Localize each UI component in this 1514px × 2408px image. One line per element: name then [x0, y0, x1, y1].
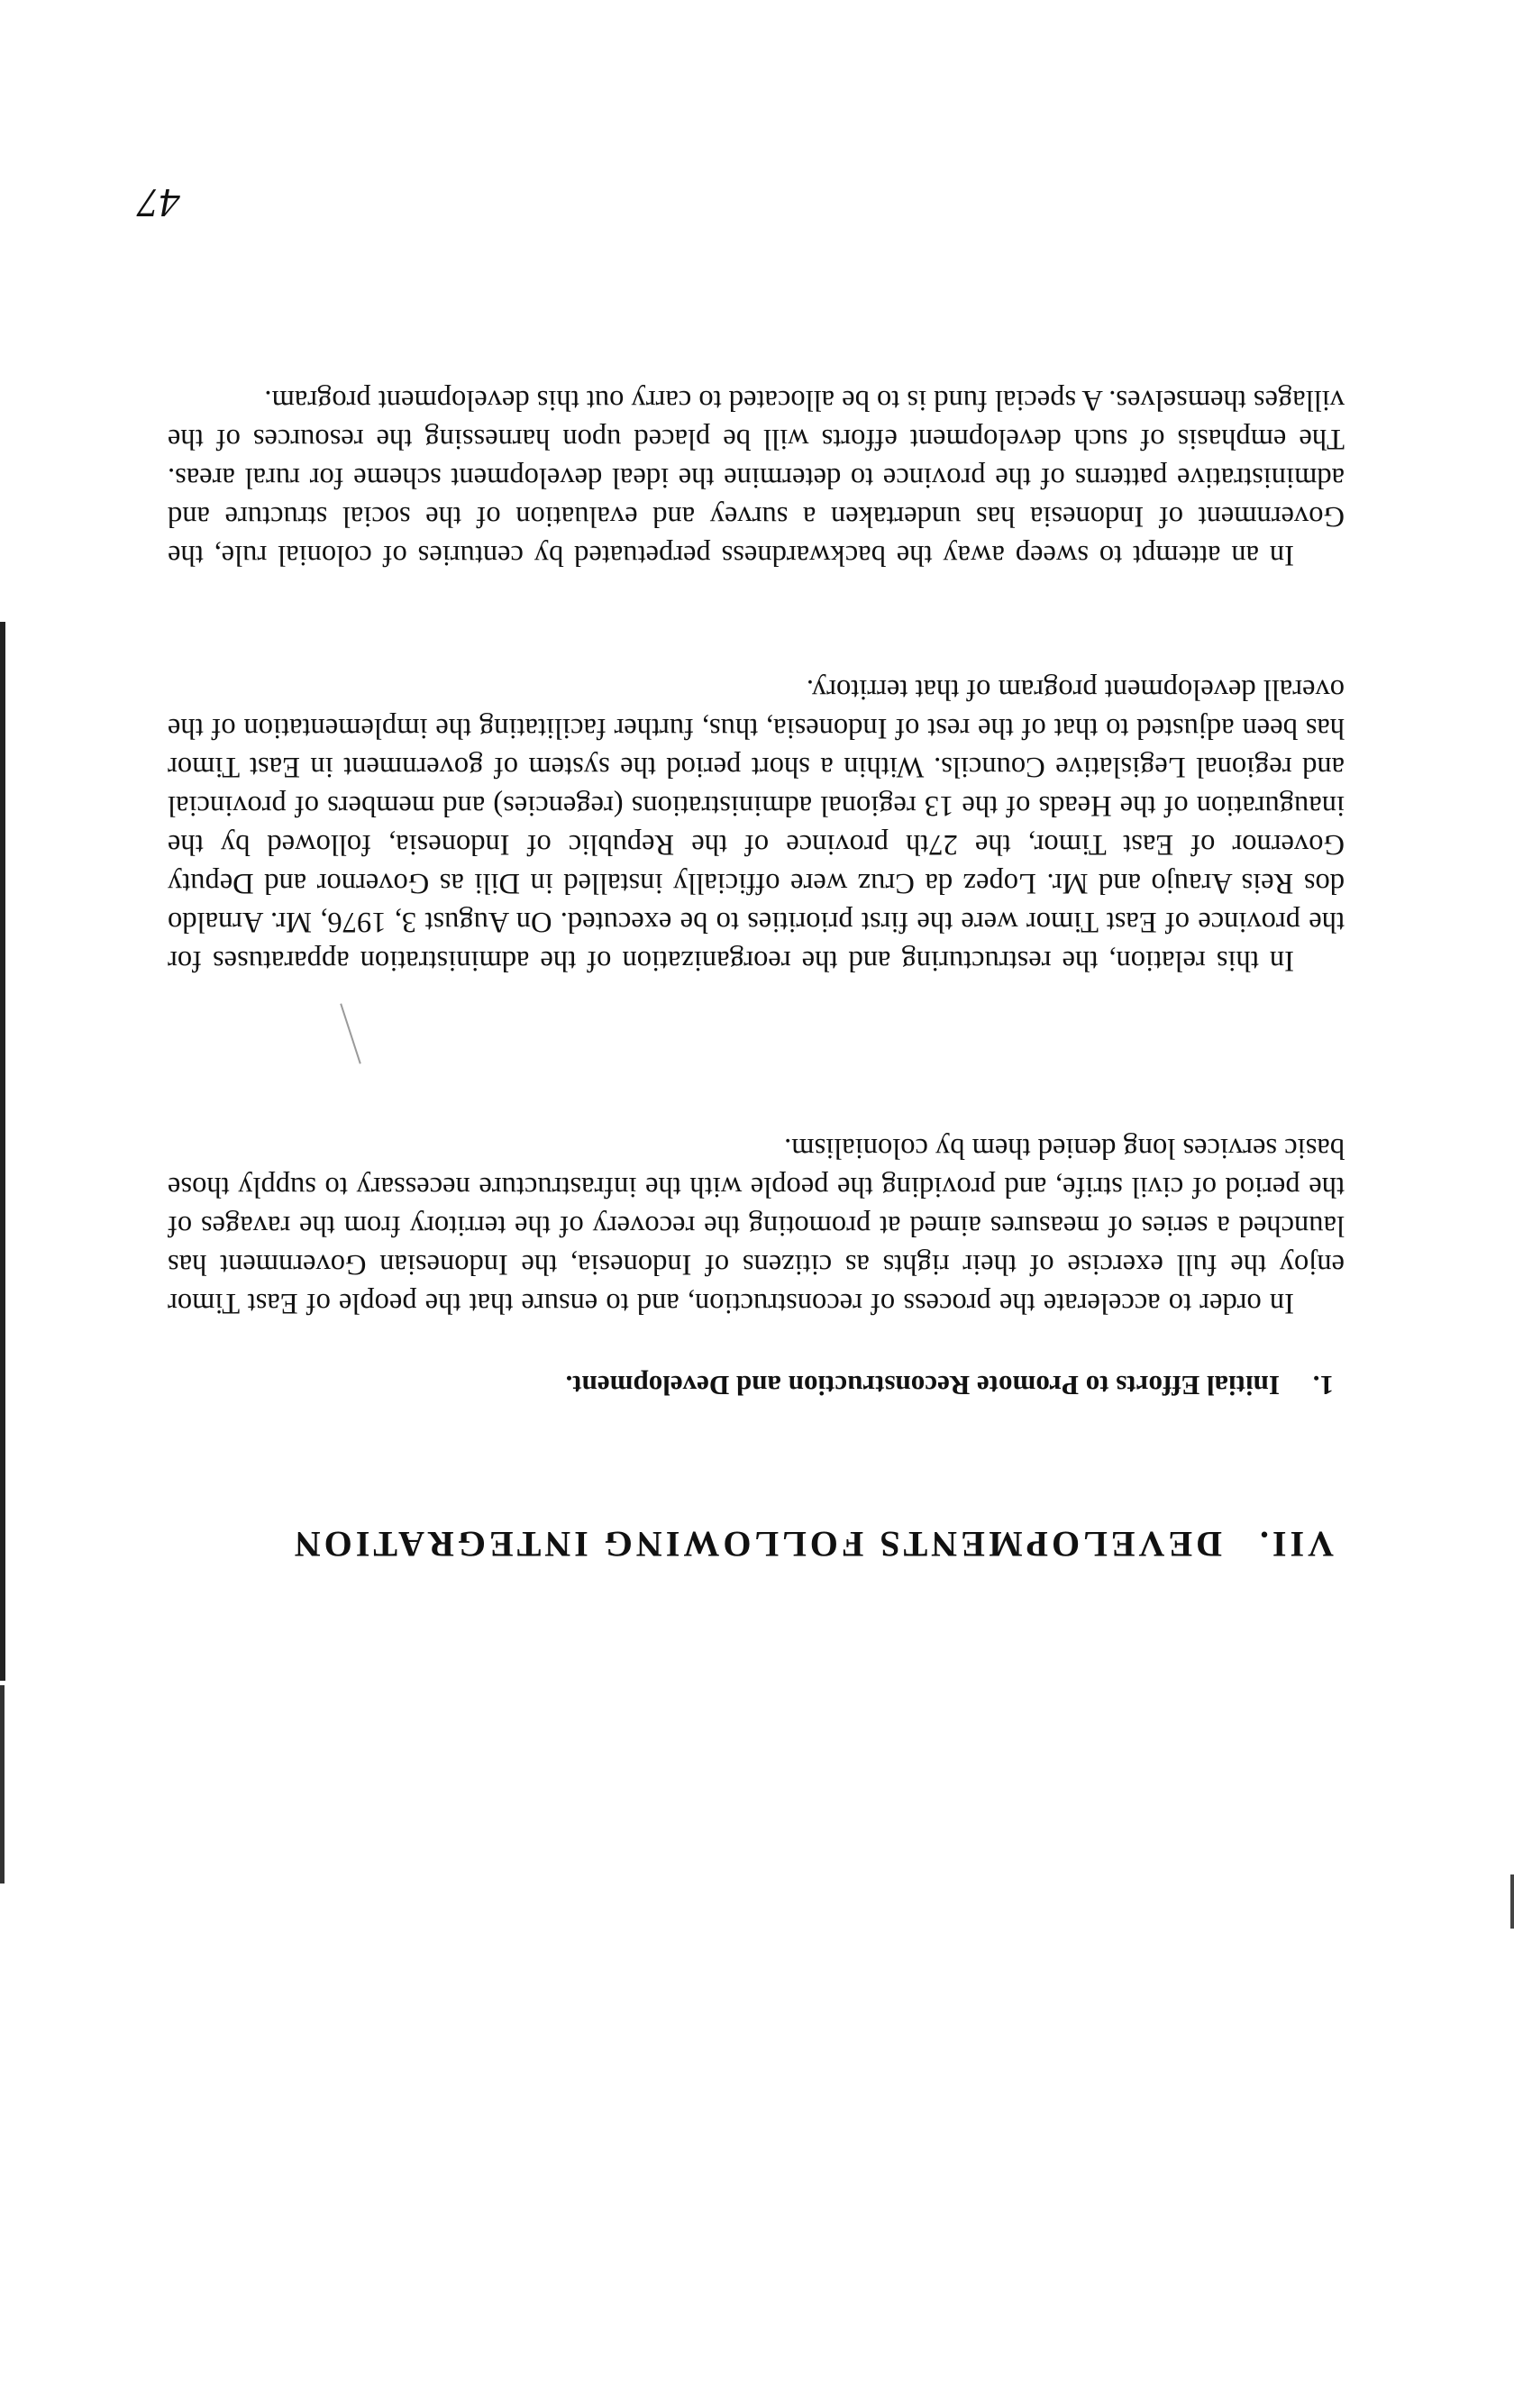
paragraph-2 — [168, 670, 1345, 980]
paragraph-3-text: In an attempt to sweep away the backwardness perpetuated by centuries of colonial rule, the Government of Indonesia has undertaken a survey and evaluation of the social structure and administrative patterns of the province to determine the ideal development scheme for rural areas. The emphasis of such development efforts will be placed upon harnessing the resources of the villages themselves. A special fund is to be allocated to carry out this development program. — [168, 384, 1345, 571]
scan-edge-mark-right — [1510, 1874, 1514, 1929]
paragraph-1-text: In order to accelerate the process of reconstruction, and to ensure that the people of East Timor enjoy the full exercise of their rights as citizens of Indonesia, the Indonesian Government has launched a series of measures aimed at promoting the recovery of the territory from the ravages of the period of civil strife, and providing the people with the infrastructure necessary to supply those basic services long denied them by colonialism. — [168, 1132, 1345, 1319]
section-title-text: Initial Efforts to Promote Reconstruction and Development. — [565, 1370, 1280, 1401]
paragraph-1 — [168, 1128, 1345, 1322]
scan-hairline-mark — [340, 1003, 361, 1063]
chapter-numeral: VII. — [1255, 1524, 1334, 1564]
page-number: 47 — [137, 180, 180, 226]
paragraph-2-text: In this relation, the restructuring and the reorganization of the administration apparatuses for the province of East Timor were the first priorities to be executed. On August 3, 1976, Mr. Arnaldo dos Reis Araujo and Mr. Lopez da Cruz were officially installed in Dili as Governor and Deputy Governor of East Timor, the 27th province of the Republic of Indonesia, followed by the inauguration of the Heads of the 13 regional administrations (regencies) and members of provincial and regional Legislative Councils. Within a short period the system of government in East Timor has been adjusted to that of the rest of Indonesia, thus, further facilitating the implementation of the overall development program of that territory. — [168, 673, 1345, 977]
section-numeral: 1. — [1312, 1370, 1334, 1401]
chapter-title — [180, 1523, 1334, 1565]
section-heading — [566, 1369, 1334, 1401]
scan-edge-shadow — [0, 622, 5, 1681]
scan-edge-shadow-lower — [0, 1685, 5, 1884]
paragraph-3 — [168, 380, 1345, 574]
chapter-title-text: DEVELOPMENTS FOLLOWING INTEGRATION — [290, 1524, 1222, 1564]
